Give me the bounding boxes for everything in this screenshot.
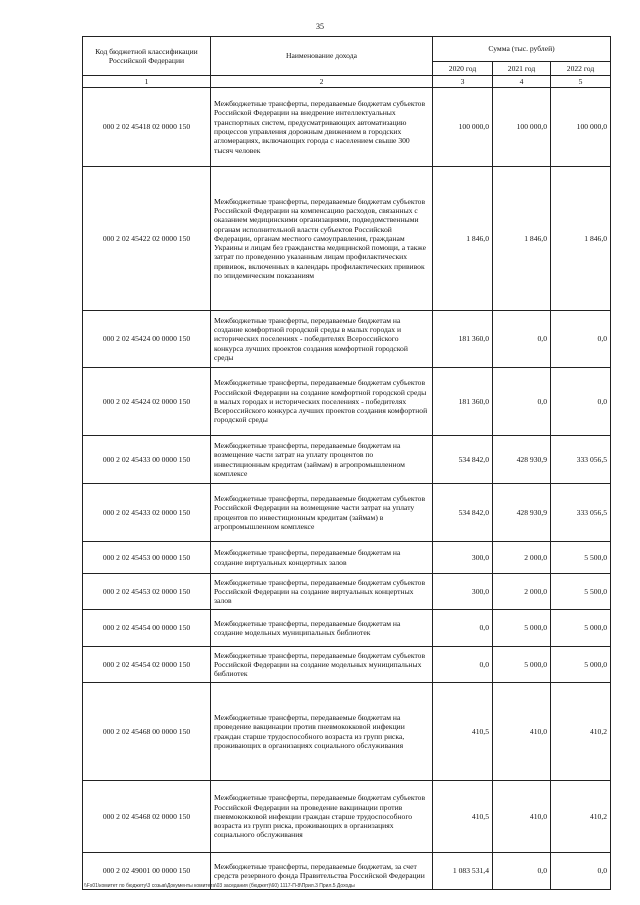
- row-name: Межбюджетные трансферты, передаваемые бюджетам на создание комфортной городской среды в малых городах и исторических поселениях - победителях Всероссийского конкурса лучших проектов создания комфортной городской среды: [211, 311, 433, 368]
- row-name: Межбюджетные трансферты, передаваемые бюджетам субъектов Российской Федерации на создание комфортной городской среды в малых городах и исторических поселениях - победителях Всероссийского конкурса лучших проектов создания комфортной городской среды: [211, 368, 433, 436]
- header-year-2021: 2021 год: [493, 62, 551, 76]
- row-value-2021: 1 846,0: [493, 167, 551, 311]
- row-name: Межбюджетные трансферты, передаваемые бюджетам субъектов Российской Федерации на внедрение интеллектуальных транспортных систем, предусматривающих автоматизацию процессов управления дорожным движением в городских агломерациях, включающих города с населением свыше 300 тысяч человек: [211, 88, 433, 167]
- row-code: 000 2 02 49001 00 0000 150: [83, 853, 211, 890]
- row-value-2020: 181 360,0: [433, 311, 493, 368]
- row-value-2022: 410,2: [551, 781, 611, 853]
- row-value-2020: 300,0: [433, 542, 493, 574]
- table-row: [83, 781, 611, 853]
- row-value-2021: 410,0: [493, 683, 551, 781]
- row-value-2022: 5 000,0: [551, 647, 611, 683]
- row-value-2020: 534 842,0: [433, 484, 493, 542]
- revenue-table: [82, 36, 611, 890]
- row-value-2020: 1 846,0: [433, 167, 493, 311]
- row-name: Межбюджетные трансферты, передаваемые бюджетам субъектов Российской Федерации на возмещение части затрат на уплату процентов по инвестиционным кредитам (займам) в агропромышленном комплексе: [211, 484, 433, 542]
- row-value-2020: 0,0: [433, 610, 493, 647]
- row-value-2020: 0,0: [433, 647, 493, 683]
- row-code: 000 2 02 45468 02 0000 150: [83, 781, 211, 853]
- row-value-2021: 5 000,0: [493, 610, 551, 647]
- row-value-2020: 181 360,0: [433, 368, 493, 436]
- column-number: 1: [83, 76, 211, 88]
- row-value-2020: 410,5: [433, 683, 493, 781]
- header-year-2022: 2022 год: [551, 62, 611, 76]
- table-row: [83, 368, 611, 436]
- table-row: [83, 542, 611, 574]
- row-value-2022: 0,0: [551, 311, 611, 368]
- row-value-2022: 1 846,0: [551, 167, 611, 311]
- header-code: Код бюджетной классификации Российской Федерации: [83, 37, 211, 76]
- row-code: 000 2 02 45453 02 0000 150: [83, 574, 211, 610]
- table-row: [83, 484, 611, 542]
- row-value-2020: 300,0: [433, 574, 493, 610]
- row-value-2021: 0,0: [493, 368, 551, 436]
- column-number: 5: [551, 76, 611, 88]
- row-code: 000 2 02 45433 02 0000 150: [83, 484, 211, 542]
- row-name: Межбюджетные трансферты, передаваемые бюджетам на возмещение части затрат на уплату процентов по инвестиционным кредитам (займам) в агропромышленном комплексе: [211, 436, 433, 484]
- row-value-2022: 333 056,5: [551, 436, 611, 484]
- row-name: Межбюджетные трансферты, передаваемые бюджетам субъектов Российской Федерации на создание виртуальных концертных залов: [211, 574, 433, 610]
- row-code: 000 2 02 45468 00 0000 150: [83, 683, 211, 781]
- row-value-2021: 5 000,0: [493, 647, 551, 683]
- table-row: [83, 683, 611, 781]
- row-value-2021: 0,0: [493, 853, 551, 890]
- row-name: Межбюджетные трансферты, передаваемые бюджетам субъектов Российской Федерации на создание модельных муниципальных библиотек: [211, 647, 433, 683]
- column-number: 3: [433, 76, 493, 88]
- row-value-2021: 2 000,0: [493, 574, 551, 610]
- row-code: 000 2 02 45454 02 0000 150: [83, 647, 211, 683]
- row-value-2022: 5 000,0: [551, 610, 611, 647]
- row-value-2022: 5 500,0: [551, 542, 611, 574]
- row-name: Межбюджетные трансферты, передаваемые бюджетам на проведение вакцинации против пневмококковой инфекции граждан старше трудоспособного возраста из групп риска, проживающих в организациях социального обслуживания: [211, 683, 433, 781]
- row-code: 000 2 02 45453 00 0000 150: [83, 542, 211, 574]
- row-value-2022: 410,2: [551, 683, 611, 781]
- row-name: Межбюджетные трансферты, передаваемые бюджетам на создание виртуальных концертных залов: [211, 542, 433, 574]
- row-value-2021: 428 930,9: [493, 484, 551, 542]
- table-row: [83, 311, 611, 368]
- file-path-footer: \\Fs01\комитет по бюджету\3 созыв\Документы комитета\03 заседания (бюджет)\60) 1117-П-8\Прил.3 Прил.5 Доходы: [84, 883, 355, 889]
- row-code: 000 2 02 45454 00 0000 150: [83, 610, 211, 647]
- row-value-2022: 0,0: [551, 368, 611, 436]
- header-name: Наименование дохода: [211, 37, 433, 76]
- row-value-2021: 100 000,0: [493, 88, 551, 167]
- row-name: Межбюджетные трансферты, передаваемые бюджетам субъектов Российской Федерации на проведение вакцинации против пневмококковой инфекции граждан старше трудоспособного возраста из групп риска, проживающих в организациях социального обслуживания: [211, 781, 433, 853]
- row-value-2021: 2 000,0: [493, 542, 551, 574]
- row-value-2022: 0,0: [551, 853, 611, 890]
- row-value-2020: 410,5: [433, 781, 493, 853]
- header-sum: Сумма (тыс. рублей): [433, 37, 611, 62]
- column-number-row: [83, 76, 611, 88]
- table-row: [83, 610, 611, 647]
- row-value-2022: 5 500,0: [551, 574, 611, 610]
- column-number: 2: [211, 76, 433, 88]
- row-code: 000 2 02 45433 00 0000 150: [83, 436, 211, 484]
- header-year-2020: 2020 год: [433, 62, 493, 76]
- table-row: [83, 647, 611, 683]
- row-code: 000 2 02 45422 02 0000 150: [83, 167, 211, 311]
- row-value-2020: 100 000,0: [433, 88, 493, 167]
- row-value-2022: 333 056,5: [551, 484, 611, 542]
- row-name: Межбюджетные трансферты, передаваемые бюджетам субъектов Российской Федерации на компенсацию расходов, связанных с оказанием медицинскими организациями, подведомственными органам исполнительной власти субъектов Российской Федерации, органам местного самоуправления, гражданам Украины и лицам без гражданства медицинской помощи, а также затрат по проведению указанным лицам профилактических прививок, включенных в календарь профилактических прививок по эпидемическим показаниям: [211, 167, 433, 311]
- row-code: 000 2 02 45418 02 0000 150: [83, 88, 211, 167]
- page-number: 35: [316, 22, 324, 31]
- row-name: Межбюджетные трансферты, передаваемые бюджетам, за счет средств резервного фонда Правительства Российской Федерации: [211, 853, 433, 890]
- column-number: 4: [493, 76, 551, 88]
- row-value-2021: 410,0: [493, 781, 551, 853]
- table-row: [83, 436, 611, 484]
- row-value-2021: 428 930,9: [493, 436, 551, 484]
- table-row: [83, 574, 611, 610]
- table-row: [83, 88, 611, 167]
- row-name: Межбюджетные трансферты, передаваемые бюджетам на создание модельных муниципальных библиотек: [211, 610, 433, 647]
- row-code: 000 2 02 45424 02 0000 150: [83, 368, 211, 436]
- row-value-2020: 1 083 531,4: [433, 853, 493, 890]
- row-value-2022: 100 000,0: [551, 88, 611, 167]
- table-row: [83, 167, 611, 311]
- row-value-2021: 0,0: [493, 311, 551, 368]
- row-value-2020: 534 842,0: [433, 436, 493, 484]
- row-code: 000 2 02 45424 00 0000 150: [83, 311, 211, 368]
